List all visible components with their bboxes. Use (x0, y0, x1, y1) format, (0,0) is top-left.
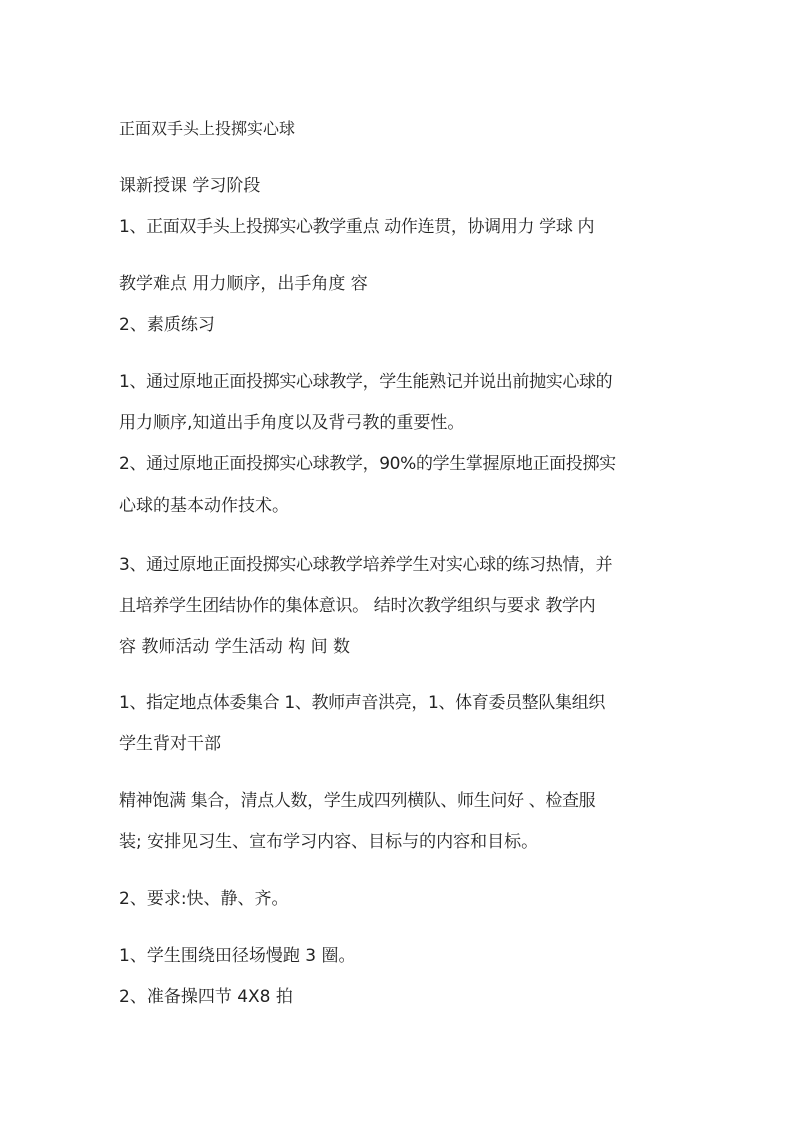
text-line: 且培养学生团结协作的集体意识。 结时次教学组织与要求 教学内 (119, 596, 596, 616)
text-line: 2、准备操四节 4X8 拍 (119, 987, 293, 1007)
text-line: 精神饱满 集合，清点人数，学生成四列横队、师生问好 、检查服 (119, 791, 596, 811)
text-line: 教学难点 用力顺序，出手角度 容 (119, 274, 368, 294)
document-title: 正面双手头上投掷实心球 (119, 119, 296, 138)
text-line: 容 教师活动 学生活动 构 间 数 (119, 637, 351, 657)
text-line: 1、指定地点体委集合 1、教师声音洪亮，1、体育委员整队集组织 (119, 693, 606, 713)
text-line: 学生背对干部 (119, 734, 221, 754)
text-line: 装; 安排见习生、宣布学习内容、目标与的内容和目标。 (119, 832, 539, 852)
text-line: 课新授课 学习阶段 (119, 176, 261, 196)
text-line: 2、通过原地正面投掷实心球教学，90%的学生掌握原地正面投掷实 (119, 454, 616, 474)
text-line: 心球的基本动作技术。 (119, 496, 289, 516)
text-line: 用力顺序,知道出手角度以及背弓教的重要性。 (119, 413, 465, 433)
text-line: 2、要求:快、静、齐。 (119, 889, 289, 909)
text-line: 1、学生围绕田径场慢跑 3 圈。 (119, 946, 356, 966)
text-line: 2、素质练习 (119, 315, 215, 335)
text-line: 3、通过原地正面投掷实心球教学培养学生对实心球的练习热情，并 (119, 555, 613, 575)
text-line: 1、正面双手头上投掷实心教学重点 动作连贯，协调用力 学球 内 (119, 217, 595, 237)
text-line: 1、通过原地正面投掷实心球教学，学生能熟记并说出前抛实心球的 (119, 372, 613, 392)
